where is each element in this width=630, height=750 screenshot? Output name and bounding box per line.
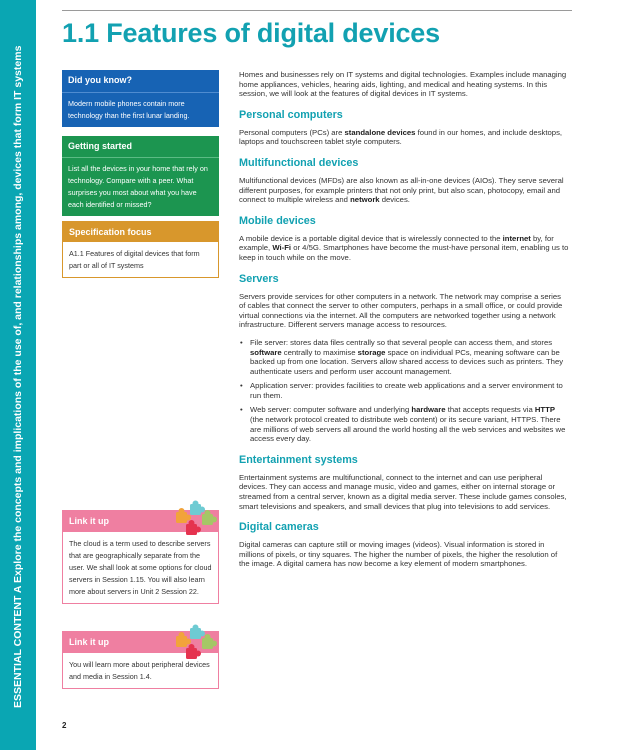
top-rule: [62, 10, 572, 11]
multifunctional-devices-paragraph: Multifunctional devices (MFDs) are also known as all-in-one devices (AIOs). They serve several different purposes, for example printers that not only print, but also scan, photocopy, email and connect to multiple wireless and network devices.: [239, 175, 564, 205]
main-column: [239, 70, 569, 579]
key-term: standalone devices: [344, 127, 416, 137]
key-term: software: [250, 347, 282, 357]
did-you-know-text: Modern mobile phones contain more technology than the first lunar landing.: [62, 92, 219, 127]
key-term: network: [350, 195, 380, 205]
page-title: 1.1 Features of digital devices: [62, 18, 440, 48]
link-it-up-text: You will learn more about peripheral devices and media in Session 1.4.: [69, 660, 210, 681]
key-term: HTTP: [534, 405, 555, 415]
list-item: • Application server: provides facilities to create web applications and a server environment to run them.: [239, 381, 569, 400]
list-item: • Web server: computer software and underlying hardware that accepts requests via HTTP (the network protocol created to distribute web content) or its secure variant, HTTPS. There are millions of web servers all around the world hosting all the web services and websites we access every day.: [239, 405, 569, 443]
link-it-up-heading: Link it up: [63, 632, 218, 653]
spine-label: ESSENTIAL CONTENT A Explore the concepts and implications of the use of, and relationships among, devices that form IT systems: [12, 45, 24, 708]
digital-cameras-paragraph: Digital cameras can capture still or moving images (videos). Visual information is stored in millions of pixels, or tiny squares. The higher the number of pixels, the higher the resolution of the image. A digital camera has now become a key element of modern smartphones.: [239, 540, 558, 569]
intro-paragraph: Homes and businesses rely on IT systems and digital technologies. Examples include managing home appliances, vehicles, hearing aids, lighting, and medical and heating systems. In this session, we will look at the features of digital devices in IT systems.: [239, 70, 567, 99]
getting-started-box: [62, 136, 219, 216]
list-item: • File server: stores data files centrally so that several people can access them, and stores software centrally to maximise storage space on individual PCs, meaning software can be backed up from one location. Servers allow shared access to devices such as printers. They authenticate users and perform user account management.: [239, 338, 569, 376]
heading-servers: Servers: [239, 272, 279, 285]
did-you-know-heading: Did you know?: [68, 75, 132, 85]
chapter-spine: [0, 0, 36, 750]
servers-paragraph: Servers provide services for other computers in a network. The network may comprise a series of cables that connect the server to other computers, perhaps in a small office, or could provide virtual connections via the internet. All the computers are networked together using a network infrastructure. Different servers manage access to resources.: [239, 291, 563, 330]
key-term: storage: [357, 347, 386, 357]
link-it-up-heading: Link it up: [63, 511, 218, 532]
mobile-devices-paragraph: A mobile device is a portable digital device that is wirelessly connected to the internet by, for example, Wi-Fi or 4/5G. Smartphones have become the must-have personal item, enabling us to keep in touch while on the move.: [239, 233, 569, 262]
specification-focus-box: [62, 221, 219, 278]
page-number: 2: [62, 721, 67, 730]
puzzle-pieces-icon: [174, 624, 218, 664]
entertainment-systems-paragraph: Entertainment systems are multifunctional, connect to the internet and can use peripheral devices. They can access and manage music, video and games, either on internal storage or streamed from a central server, known as a digital media server. These include games consoles, smart televisions and speakers, and small devices that plug into televisions to add services.: [239, 472, 567, 511]
specification-focus-text: A1.1 Features of digital devices that form part or all of IT systems: [69, 249, 200, 270]
link-it-up-text: The cloud is a term used to describe servers that are geographically separate from the user. We shall look at some options for cloud servers in Session 1.15. You will also learn more about servers in Unit 2 Session 22.: [69, 539, 212, 596]
did-you-know-box: [62, 70, 219, 127]
heading-entertainment-systems: Entertainment systems: [239, 453, 358, 466]
heading-digital-cameras: Digital cameras: [239, 521, 319, 534]
key-term: Wi-Fi: [272, 243, 292, 253]
key-term: internet: [502, 233, 531, 243]
server-types-list: [239, 338, 569, 444]
puzzle-pieces-icon: [174, 500, 218, 540]
heading-multifunctional-devices: Multifunctional devices: [239, 156, 359, 169]
key-term: hardware: [411, 405, 446, 415]
specification-focus-heading: Specification focus: [63, 222, 218, 242]
heading-personal-computers: Personal computers: [239, 108, 343, 121]
getting-started-heading: Getting started: [68, 141, 133, 151]
getting-started-text: List all the devices in your home that rely on technology. Compare with a peer. What surprises you most about what you have each identified or missed?: [62, 157, 219, 216]
heading-mobile-devices: Mobile devices: [239, 214, 316, 227]
personal-computers-paragraph: Personal computers (PCs) are standalone devices found in our homes, and include desktops, laptops and touchscreen tablet style computers.: [239, 127, 563, 147]
